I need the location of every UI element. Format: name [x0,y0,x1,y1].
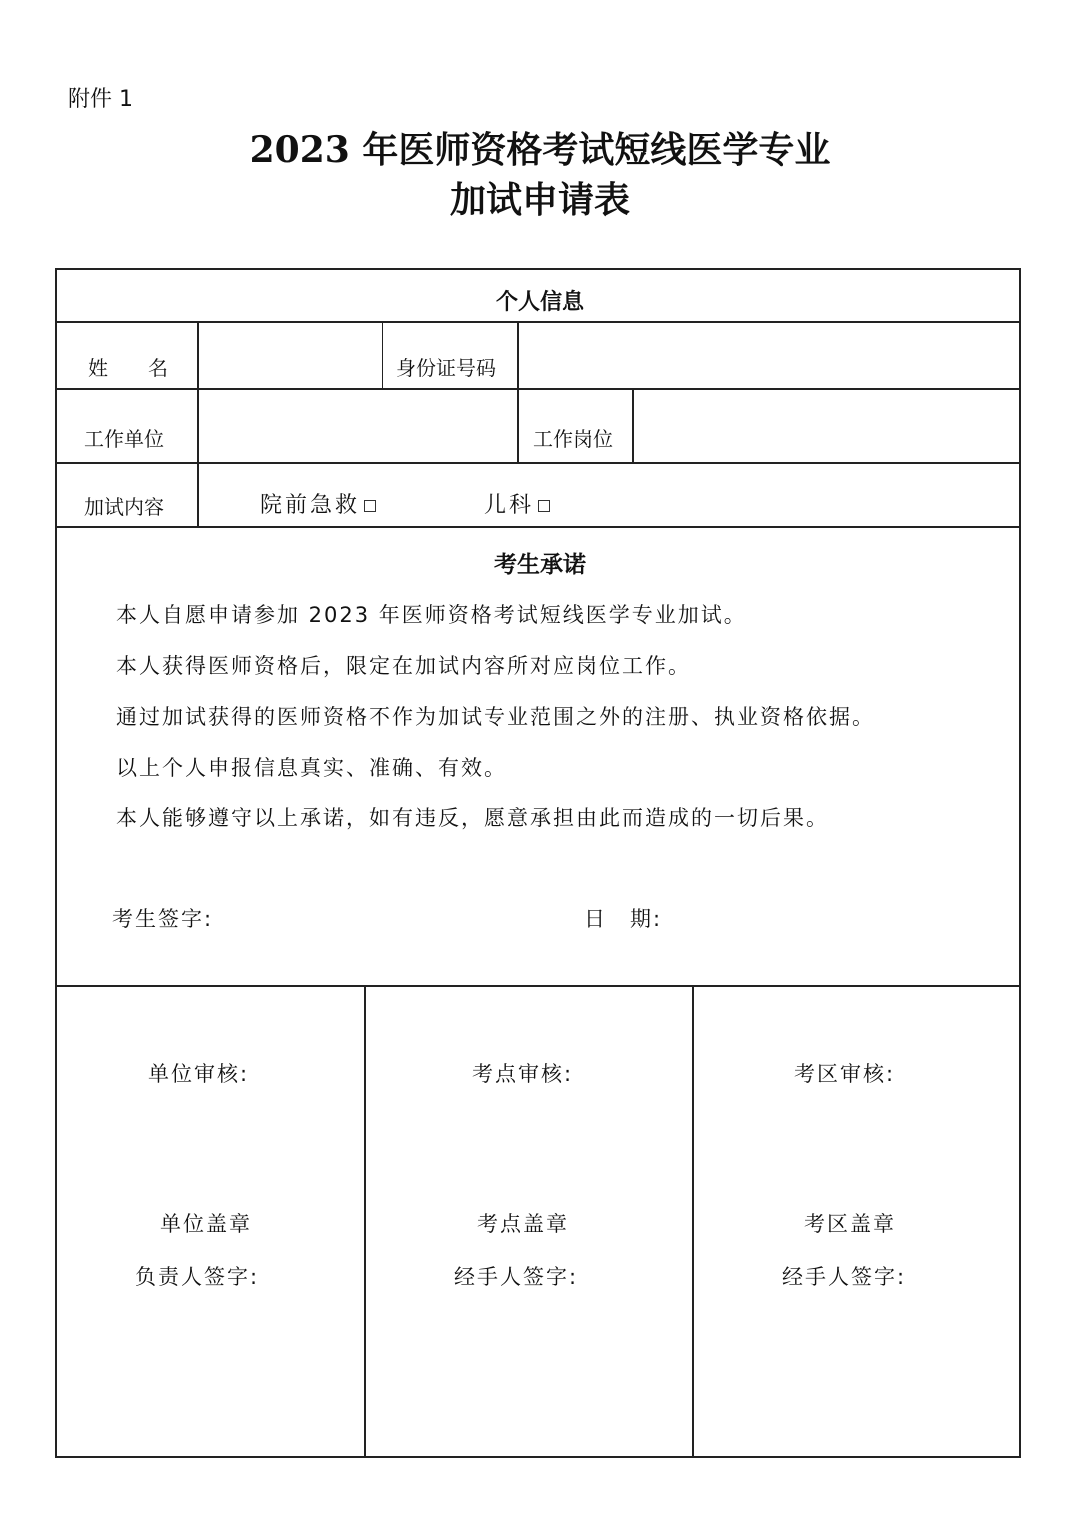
name-label: 姓 名 [88,356,168,380]
district-sign-label: 经手人签字: [782,1265,907,1289]
page-title: 2023 年医师资格考试短线医学专业 [249,129,831,171]
id-number-field[interactable] [520,324,1018,387]
page-subtitle: 加试申请表 [449,179,630,221]
unit-review-label: 单位审核: [148,1062,250,1086]
exam-content-label: 加试内容 [84,495,164,519]
candidate-signature-label: 考生签字: [112,907,214,931]
checkbox-icon[interactable] [538,500,550,512]
pledge-line: 本人自愿申请参加 2023 年医师资格考试短线医学专业加试。 [116,603,747,627]
pledge-line: 本人能够遵守以上承诺，如有违反，愿意承担由此而造成的一切后果。 [116,806,829,830]
site-stamp-label: 考点盖章 [477,1212,569,1236]
district-review-label: 考区审核: [794,1062,896,1086]
section-pledge: 考生承诺 [494,552,586,578]
position-label: 工作岗位 [533,427,613,451]
name-field[interactable] [200,324,381,387]
option-pediatrics[interactable]: 儿科 [484,488,550,519]
work-unit-field[interactable] [200,391,516,461]
work-unit-label: 工作单位 [84,427,164,451]
district-stamp-label: 考区盖章 [804,1212,896,1236]
site-sign-label: 经手人签字: [454,1265,579,1289]
id-number-label: 身份证号码 [396,356,496,380]
attachment-label: 附件 1 [68,87,133,112]
unit-stamp-label: 单位盖章 [160,1212,252,1236]
section-personal-info: 个人信息 [495,289,584,315]
pledge-line: 通过加试获得的医师资格不作为加试专业范围之外的注册、执业资格依据。 [116,705,875,729]
unit-sign-label: 负责人签字: [135,1265,260,1289]
option-prehospital-emergency[interactable]: 院前急救 [260,488,376,519]
site-review-label: 考点审核: [472,1062,574,1086]
pledge-line: 本人获得医师资格后，限定在加试内容所对应岗位工作。 [116,654,691,678]
position-field[interactable] [635,391,1018,461]
checkbox-icon[interactable] [364,500,376,512]
date-label: 日 期: [584,907,663,931]
pledge-line: 以上个人申报信息真实、准确、有效。 [116,756,507,780]
